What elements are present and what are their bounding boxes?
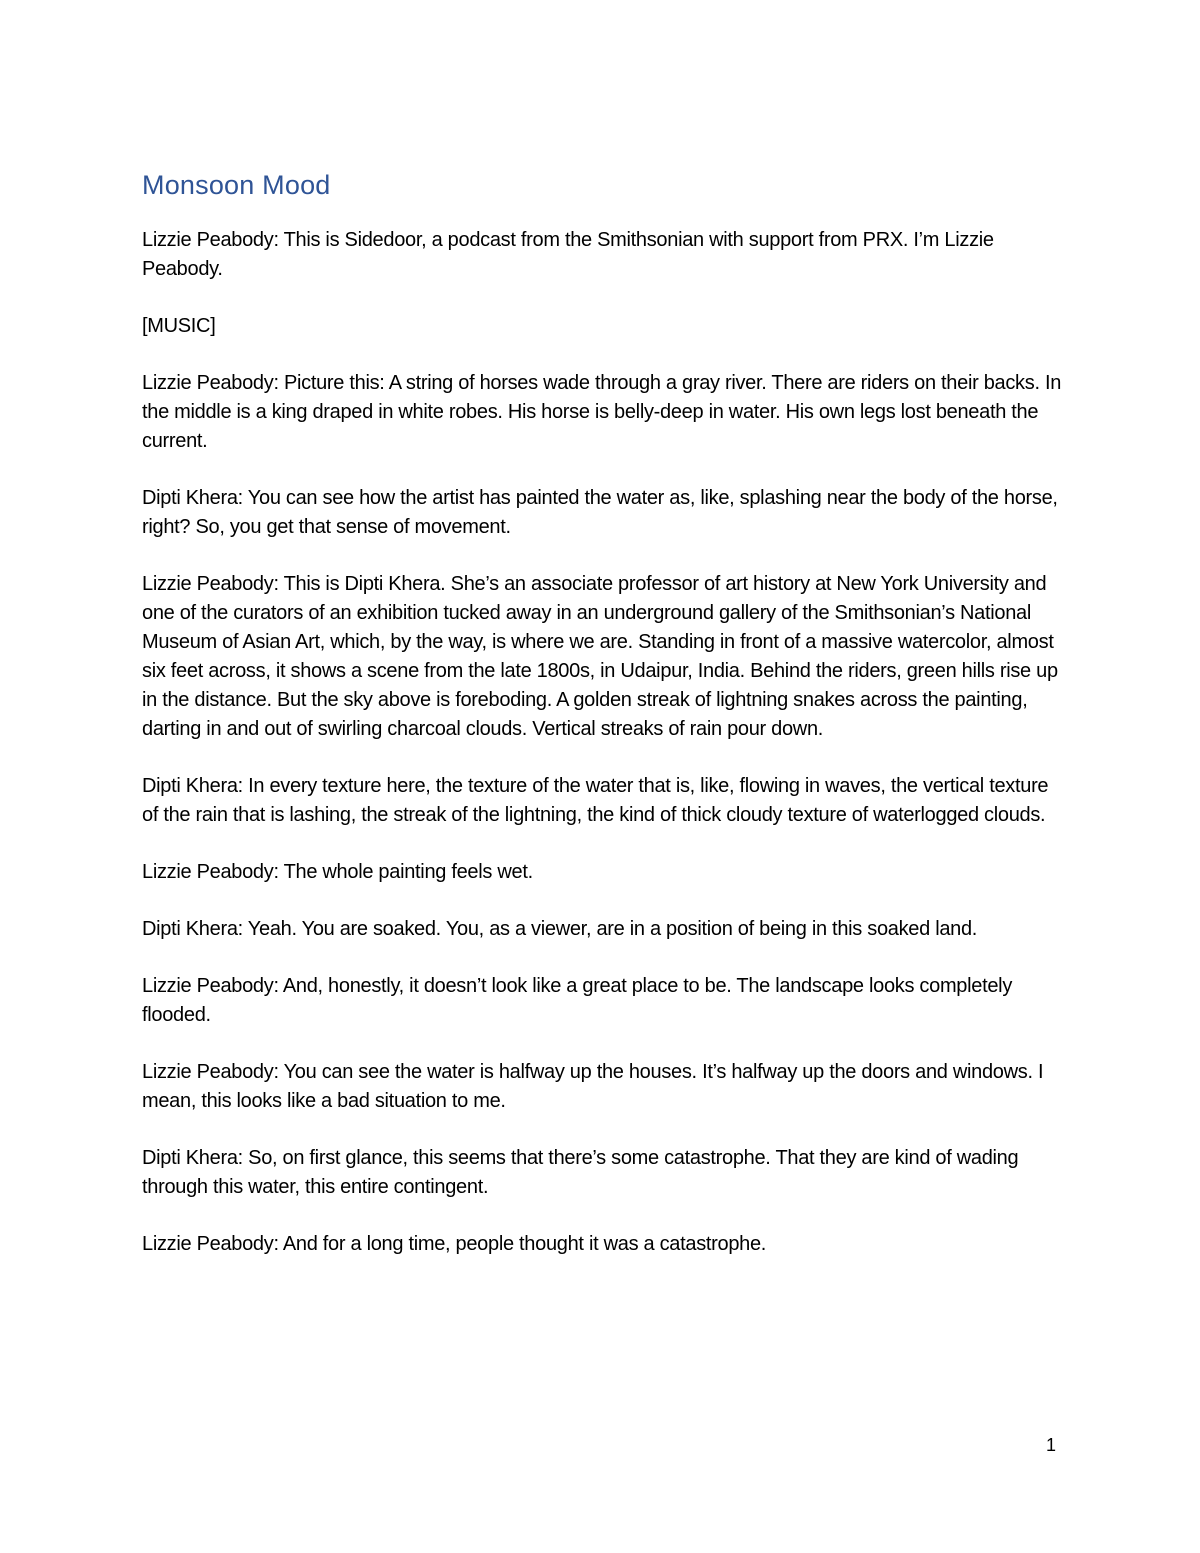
paragraph: Lizzie Peabody: Picture this: A string of horses wade through a gray river. There are riders on their backs. In the middle is a king draped in white robes. His horse is belly-deep in water. His own legs lost beneath the current. bbox=[142, 372, 1062, 452]
document-title: Monsoon Mood bbox=[142, 170, 331, 200]
paragraph-intro: Lizzie Peabody: This is Sidedoor, a podcast from the Smithsonian with support from PRX. I’m Lizzie Peabody. bbox=[142, 229, 994, 280]
paragraph: Dipti Khera: You can see how the artist has painted the water as, like, splashing near the body of the horse, right? So, you get that sense of movement. bbox=[142, 487, 1058, 538]
document-body bbox=[142, 166, 1062, 1287]
paragraph: Lizzie Peabody: The whole painting feels wet. bbox=[142, 861, 533, 883]
paragraph: Dipti Khera: In every texture here, the texture of the water that is, like, flowing in waves, the vertical texture of the rain that is lashing, the streak of the lightning, the kind of thick cloudy texture of waterlogged clouds. bbox=[142, 775, 1049, 826]
paragraph-music-cue: [MUSIC] bbox=[142, 315, 216, 337]
paragraph: Lizzie Peabody: You can see the water is halfway up the houses. It’s halfway up the doors and windows. I mean, this looks like a bad situation to me. bbox=[142, 1061, 1044, 1112]
paragraph: Lizzie Peabody: And for a long time, people thought it was a catastrophe. bbox=[142, 1233, 767, 1255]
page-number: 1 bbox=[1046, 1435, 1057, 1455]
paragraph: Dipti Khera: So, on first glance, this seems that there’s some catastrophe. That they are kind of wading through this water, this entire contingent. bbox=[142, 1147, 1019, 1198]
paragraph: Lizzie Peabody: This is Dipti Khera. She’s an associate professor of art history at New York University and one of the curators of an exhibition tucked away in an underground gallery of the Smithsonian’s National Museum of Asian Art, which, by the way, is where we are. Standing in front of a massive watercolor, almost six feet across, it shows a scene from the late 1800s, in Udaipur, India. Behind the riders, green hills rise up in the distance. But the sky above is foreboding. A golden streak of lightning snakes across the painting, darting in and out of swirling charcoal clouds. Vertical streaks of rain pour down. bbox=[142, 573, 1058, 740]
paragraph: Lizzie Peabody: And, honestly, it doesn’t look like a great place to be. The landscape looks completely flooded. bbox=[142, 975, 1013, 1026]
paragraph: Dipti Khera: Yeah. You are soaked. You, as a viewer, are in a position of being in this soaked land. bbox=[142, 918, 978, 940]
